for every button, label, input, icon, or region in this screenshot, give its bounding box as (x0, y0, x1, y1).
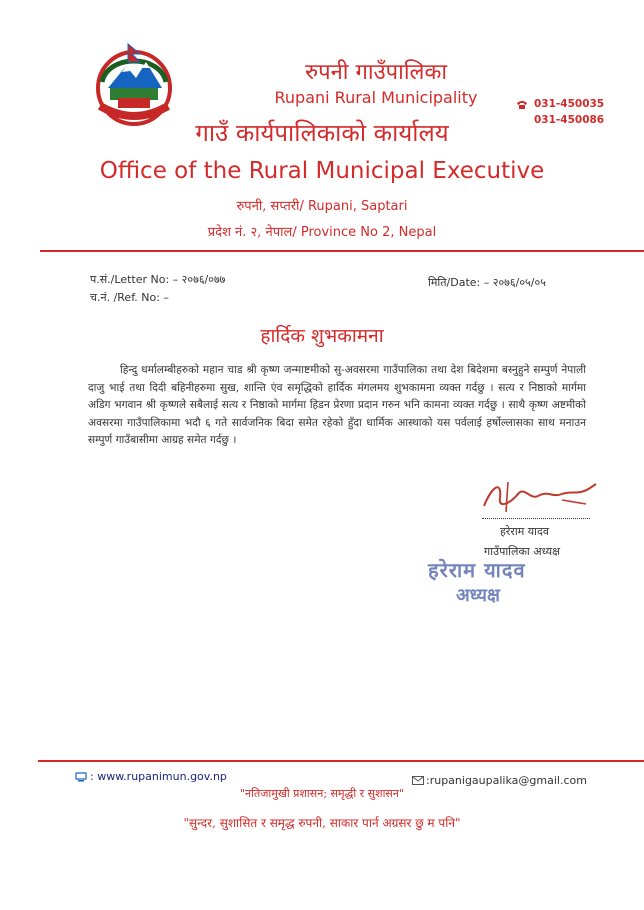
stamp-title: अध्यक्ष (456, 585, 500, 606)
address-line (0, 196, 644, 214)
office-nepali-title: गाउँ कार्यपालिकाको कार्यालय (195, 119, 449, 147)
signature-line (482, 518, 590, 519)
address-nepali: रुपनी, सप्तरी (236, 199, 300, 214)
footer-divider (38, 760, 644, 762)
letter-number: प.सं./Letter No: – २०७६/०७७ (90, 273, 226, 286)
footer-slogan-1: "नतिजामुखी प्रशासन; समृद्धी र सुशासन" (239, 787, 405, 800)
province-nepali: प्रदेश नं. २, नेपाल (207, 225, 293, 240)
website-link[interactable]: : www.rupanimun.gov.np (90, 770, 227, 783)
signatory-designation: गाउँपालिका अध्यक्ष (484, 545, 561, 558)
phone-number-1: 031-450035 (534, 98, 605, 110)
letter-date: मिति/Date: – २०७६/०५/०५ (428, 276, 546, 289)
envelope-icon (412, 776, 424, 785)
office-english-title: Office of the Rural Municipal Executive (99, 158, 545, 184)
email-link[interactable]: :rupanigaupalika@gmail.com (426, 774, 587, 787)
footer-slogan-2: "सुन्दर, सुशासित र समृद्ध रुपनी, साकार पार्न अग्रसर छु म पनि" (183, 816, 461, 830)
header-divider (40, 250, 644, 252)
letter-title: हार्दिक शुभकामना (260, 325, 384, 347)
reference-number: च.नं. /Ref. No: – (90, 291, 169, 304)
official-stamp (428, 556, 592, 606)
footer-website (75, 770, 227, 783)
computer-icon (75, 772, 87, 782)
signatory-name: हरेराम यादव (500, 525, 549, 538)
address-english: / Rupani, Saptari (299, 199, 408, 214)
municipality-nepali-name: रुपनी गाउँपालिका (304, 60, 448, 85)
body-paragraph: हिन्दु धर्मालम्बीहरुको महान चाड श्री कृष्ण जन्माष्टमीको सु-अवसरमा गाउँपालिका तथा देश बिदेशमा बस्नुहुने सम्पुर्ण नेपाली दाजु भाई तथा दिदी बहिनीहरुमा सुख, शान्ति एंव समृद्धिको हार्दिक मंगलमय शुभकामना व्यक्त गर्दछु । सत्य र निष्ठाको मार्गमा अडिग भगवान श्री कृष्णले सबैलाई सत्य र निष्ठाको मार्गमा हिडन प्रेरणा प्रदान गरुन भनि कामना व्यक्त गर्दछु । साथै कृष्ण अष्टमीको अवसरमा गाउँपालिकामा भदौ ६ गते सार्वजनिक बिदा समेत रहेको हुँदा धार्मिक आस्थाको यस पर्वलाई हर्षोल्लासका साथ मनाउन सम्पुर्ण गाउँबासीमा आग्रह समेत गर्दछु । (88, 364, 586, 446)
province-english: / Province No 2, Nepal (292, 225, 437, 240)
province-line (0, 222, 644, 240)
stamp-name: हरेराम यादव (428, 558, 526, 582)
telephone-icon (516, 100, 528, 109)
letter-body (88, 362, 586, 450)
phone-number-2: 031-450086 (534, 114, 605, 126)
municipality-english-name: Rupani Rural Municipality (274, 88, 478, 107)
handwritten-signature (478, 476, 602, 518)
